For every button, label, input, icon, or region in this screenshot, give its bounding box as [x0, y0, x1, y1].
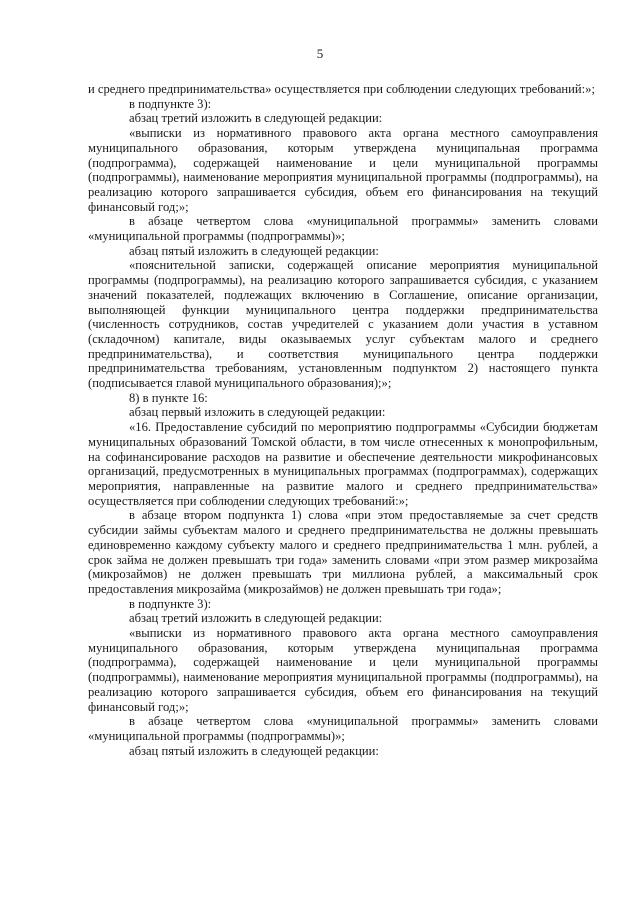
paragraph: в подпункте 3):	[129, 596, 212, 611]
paragraph: абзац третий изложить в следующей редакции:	[129, 111, 383, 126]
paragraph: абзац первый изложить в следующей редакции:	[129, 405, 386, 420]
paragraph: «выписки из нормативного правового акта органа местного самоуправления муниципального образования, которым утверждена муниципальная программа (подпрограмма), содержащей наименование и цели муниципальной программы (подпрограммы), наименование мероприятия муниципальной программы (подпрограммы), на реализацию которого запрашивается субсидия, объем его финансирования на текущий финансовый год;»;	[88, 126, 598, 214]
paragraph: 8) в пункте 16:	[129, 390, 208, 405]
paragraph: в абзаце четвертом слова «муниципальной программы» заменить словами «муниципальной программы (подпрограммы)»;	[88, 714, 598, 743]
paragraph: «выписки из нормативного правового акта органа местного самоуправления муниципального образования, которым утверждена муниципальная программа (подпрограмма), содержащей наименование и цели муниципальной программы (подпрограммы), наименование мероприятия муниципальной программы (подпрограммы), на реализацию которого запрашивается субсидия, объем его финансирования на текущий финансовый год;»;	[88, 626, 598, 714]
paragraph: и среднего предпринимательства» осуществляется при соблюдении следующих требований:»;	[88, 82, 595, 96]
paragraph: в подпункте 3):	[129, 96, 212, 111]
paragraph: в абзаце четвертом слова «муниципальной программы» заменить словами «муниципальной программы (подпрограммы)»;	[88, 214, 598, 244]
paragraph: абзац третий изложить в следующей редакции:	[129, 611, 383, 626]
paragraph: абзац пятый изложить в следующей редакции:	[129, 743, 379, 758]
paragraph: абзац пятый изложить в следующей редакции:	[129, 243, 379, 258]
paragraph: «16. Предоставление субсидий по мероприятию подпрограммы «Субсидии бюджетам муниципальных образований Томской области, в том числе отнесенных к монопрофильным, на софинансирование расходов на развитие и обеспечение деятельности микрофинансовых организаций, предусмотренных в муниципальных программах (подпрограммах), содержащих мероприятия, направленные на развитие малого и среднего предпринимательства» осуществляется при соблюдении следующих требований:»;	[88, 420, 598, 508]
document-body	[88, 82, 598, 758]
page-number: 5	[316, 46, 324, 61]
paragraph: в абзаце втором подпункта 1) слова «при этом предоставляемые за счет средств субсидии займы субъектам малого и среднего предпринимательства не должны превышать единовременно каждому субъекту малого и среднего предпринимательства 1 млн. рублей, а срок займа не должен превышать три года» заменить словами «при этом размер микрозайма (микрозаймов) не должен превышать три миллиона рублей, а максимальный срок предоставления микрозайма (микрозаймов) не должен превышать три года»;	[88, 508, 598, 596]
paragraph: «пояснительной записки, содержащей описание мероприятия муниципальной программы (подпрограммы), на реализацию которого запрашивается субсидия, с указанием значений показателей, подлежащих включению в Соглашение, описание организации, выполняющей функции муниципального центра поддержки предпринимательства (численность сотрудников, состав учредителей с указанием доли участия в уставном (складочном) капитале, виды оказываемых услуг субъектам малого и среднего предпринимательства), и соответствия муниципального центра поддержки предпринимательства требованиям, установленным подпунктом 2) настоящего пункта (подписывается главой муниципального образования);»;	[88, 258, 598, 391]
